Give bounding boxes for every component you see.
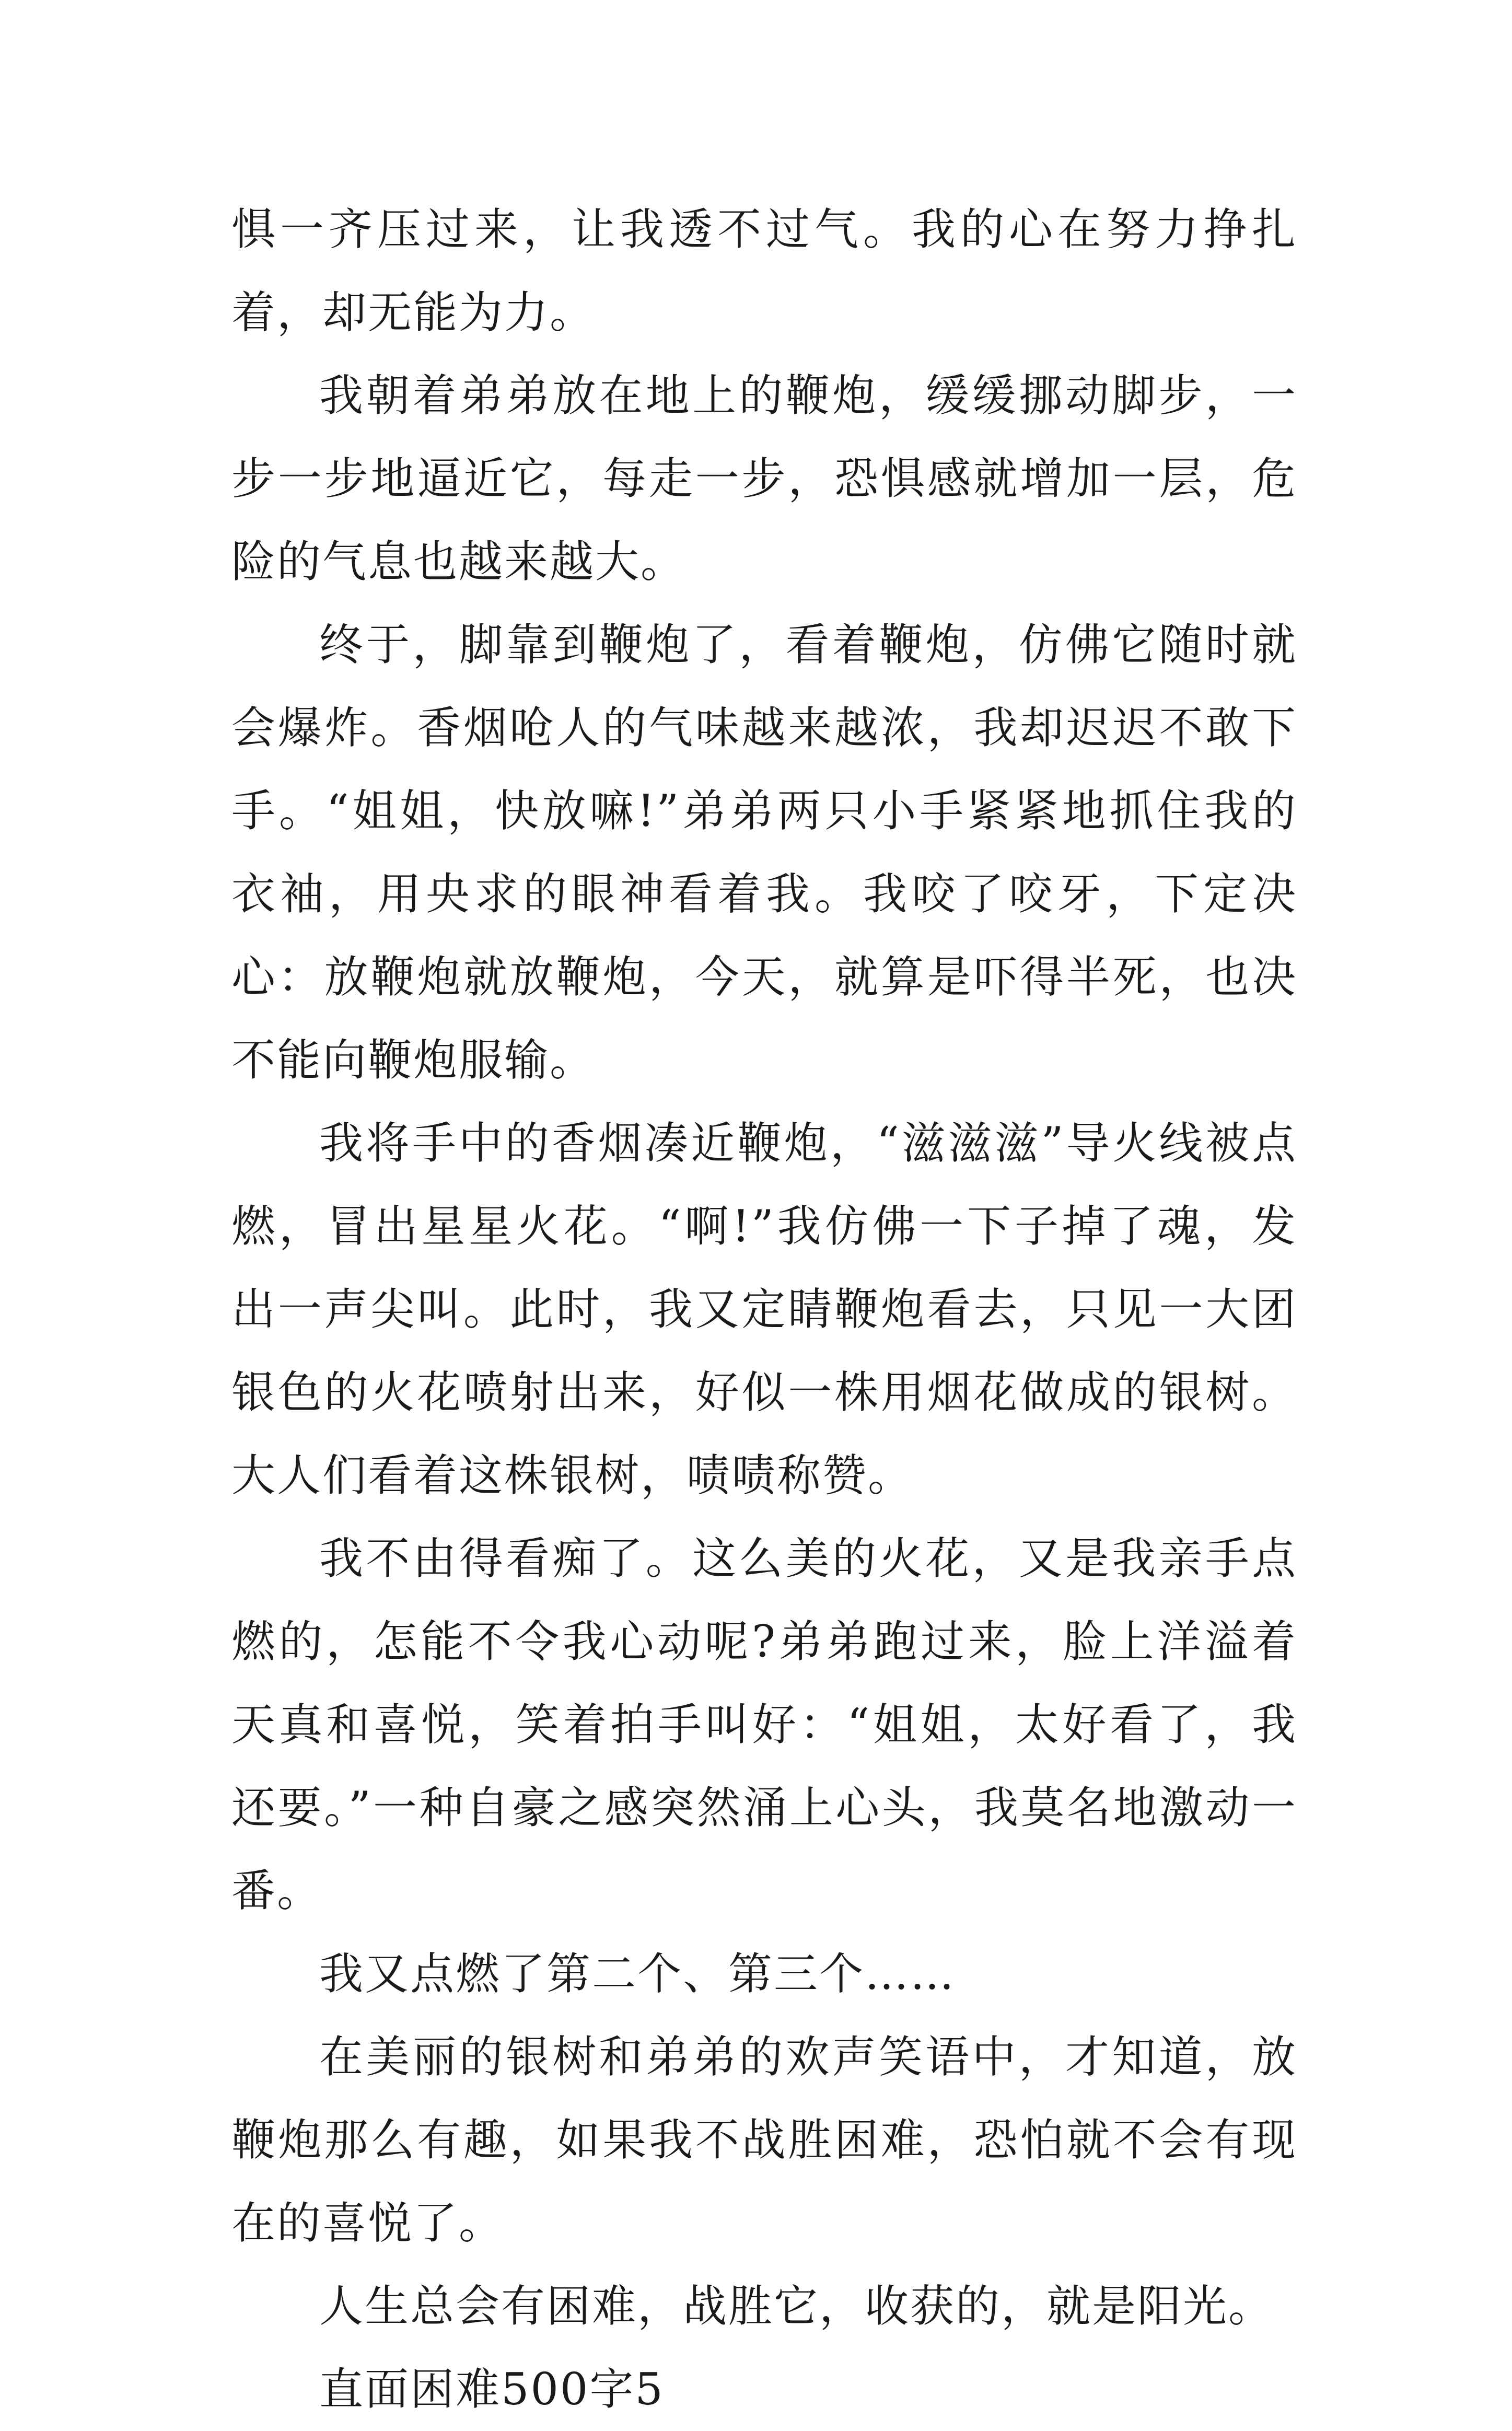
paragraph-4: 我将手中的香烟凑近鞭炮，“滋滋滋”导火线被点燃，冒出星星火花。“啊!”我仿佛一下子掉了魂，发出一声尖叫。此时，我又定睛鞭炮看去，只见一大团银色的火花喷射出来，好似一株用烟花做成的银树。大人们看着这株银树，啧啧称赞。	[231, 1118, 1297, 1501]
section-heading: 直面困难500字5	[319, 2364, 665, 2415]
document-body	[231, 188, 1297, 2431]
paragraph-5: 我不由得看痴了。这么美的火花，又是我亲手点燃的，怎能不令我心动呢?弟弟跑过来，脸上洋溢着天真和喜悦，笑着拍手叫好：“姐姐，太好看了，我还要。”一种自豪之感突然涌上心头，我莫名地激动一番。	[231, 1533, 1297, 1916]
paragraph-6: 我又点燃了第二个、第三个……	[319, 1948, 956, 1999]
paragraph-7: 在美丽的银树和弟弟的欢声笑语中，才知道，放鞭炮那么有趣，如果我不战胜困难，恐怕就不会有现在的喜悦了。	[231, 2031, 1297, 2249]
paragraph-3: 终于，脚靠到鞭炮了，看着鞭炮，仿佛它随时就会爆炸。香烟呛人的气味越来越浓，我却迟迟不敢下手。“姐姐，快放嘛!”弟弟两只小手紧紧地抓住我的衣袖，用央求的眼神看着我。我咬了咬牙，下定决心：放鞭炮就放鞭炮，今天，就算是吓得半死，也决不能向鞭炮服输。	[231, 619, 1297, 1086]
paragraph-1: 惧一齐压过来，让我透不过气。我的心在努力挣扎着，却无能为力。	[231, 204, 1297, 338]
paragraph-2: 我朝着弟弟放在地上的鞭炮，缓缓挪动脚步，一步一步地逼近它，每走一步，恐惧感就增加一层，危险的气息也越来越大。	[231, 370, 1297, 587]
paragraph-8: 人生总会有困难，战胜它，收获的，就是阳光。	[319, 2281, 1274, 2332]
